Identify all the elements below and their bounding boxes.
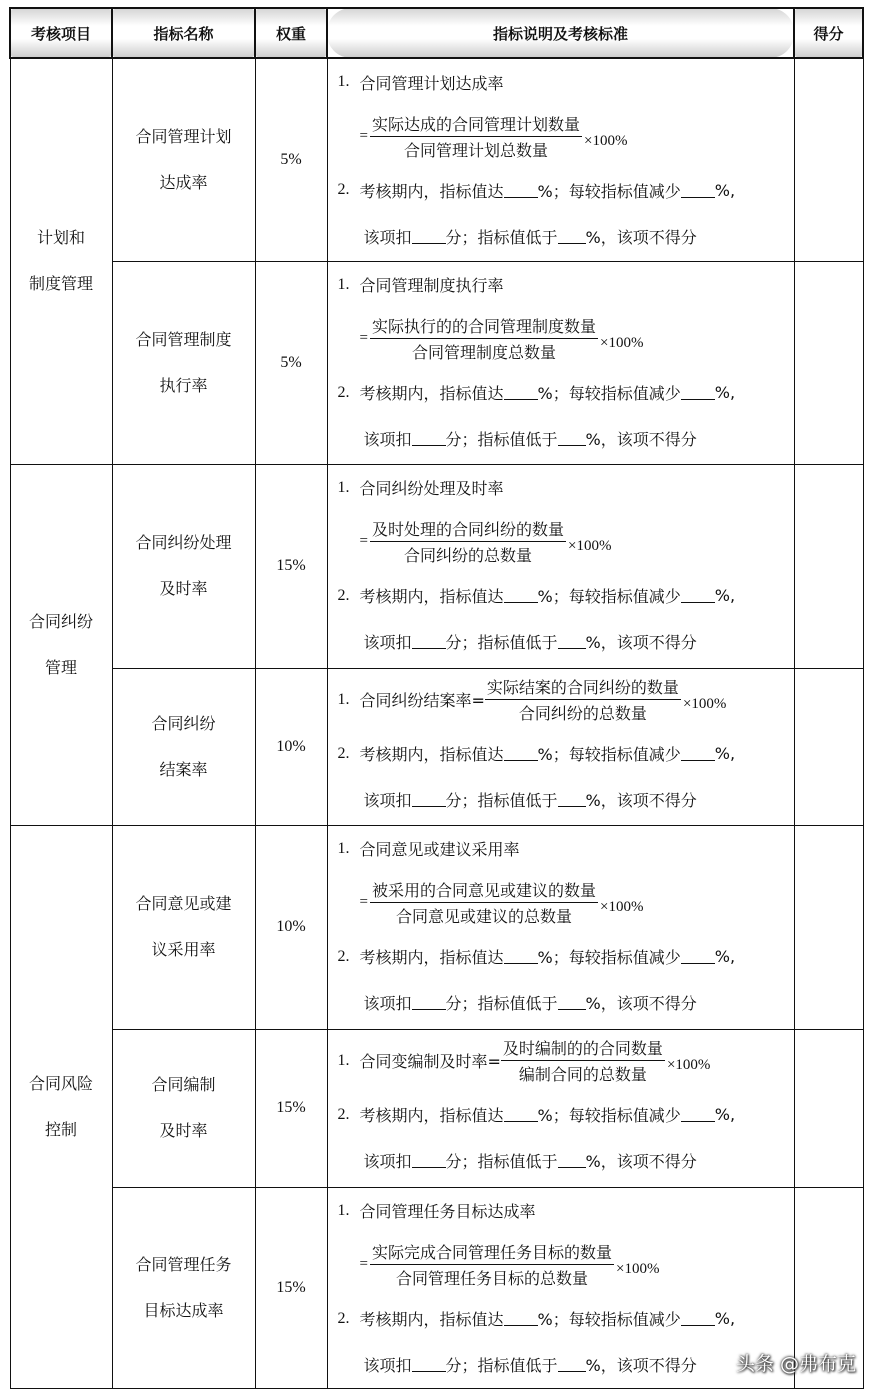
fill-blank [558,229,586,244]
formula-denominator: 合同管理任务目标的总数量 [395,1269,588,1288]
fill-blank [558,431,586,446]
item-number: 2. [337,586,350,604]
fill-blank [558,1153,586,1168]
formula-numerator: 被采用的合同意见或建议的数量 [370,878,598,903]
formula-title: 合同意见或建议采用率 [359,840,520,859]
criteria-text: %，该项不得分 [585,430,697,449]
item-number: 2. [337,181,350,198]
criteria-text: %, [714,383,736,402]
formula-numerator: 实际完成合同管理任务目标的数量 [370,1240,614,1265]
criteria-text: 该项扣 [363,791,412,810]
formula-equals: = [359,533,368,549]
formula-fraction [370,314,598,363]
formula-numerator: 及时处理的合同纠纷的数量 [370,517,566,542]
formula-fraction [370,1240,614,1289]
criteria-text: %, [714,1105,736,1124]
fill-blank [681,949,715,964]
header-weight: 权重 [255,8,327,58]
header-indicator: 指标名称 [112,8,255,58]
criteria-text: %，该项不得分 [585,633,697,652]
criteria-text: %；每较指标值减少 [537,587,681,606]
criteria-text: 考核期内，指标值达 [359,587,504,606]
fill-blank [681,183,715,198]
fill-blank [681,746,715,761]
formula-numerator: 实际达成的合同管理计划数量 [370,112,582,137]
formula-fraction [370,112,582,161]
item-number: 1. [337,690,350,708]
table-row [10,668,863,825]
formula-denominator: 合同管理制度总数量 [411,343,556,362]
table-row [10,825,863,1029]
item-number: 2. [337,1105,350,1123]
table-row [10,464,863,668]
formula-multiplier: ×100% [682,696,727,712]
fill-blank [412,634,446,649]
fill-blank [558,1357,586,1372]
fill-blank [504,1107,538,1122]
item-number: 2. [337,947,350,965]
criteria-text: %, [714,1309,736,1328]
score-cell[interactable] [794,261,863,464]
criteria-text: %, [714,947,736,966]
criteria-text: 分；指标值低于 [445,1152,558,1171]
weight-cell: 15% [255,464,327,668]
item-number: 1. [337,839,350,857]
indicator-name-cell [112,668,255,825]
fill-blank [558,792,586,807]
fill-blank [412,431,446,446]
indicator-name: 合同管理任务 目标达成率 [135,1254,232,1320]
indicator-name: 合同管理制度 执行率 [135,329,232,395]
criteria-text: %，该项不得分 [585,791,697,810]
indicator-name-cell [112,464,255,668]
indicator-name: 合同纠纷 结案率 [151,713,216,779]
fill-blank [504,183,538,198]
formula-denominator: 合同管理计划总数量 [403,140,548,160]
criteria-text: %, [714,586,736,605]
formula-title: 合同管理计划达成率 [359,73,504,93]
criteria-text: %；每较指标值减少 [537,181,681,201]
formula-denominator: 合同纠纷的总数量 [403,546,532,565]
category-label: 计划和 制度管理 [28,228,93,294]
fill-blank [504,746,538,761]
description-cell [327,825,794,1029]
formula-multiplier: ×100% [599,899,644,915]
weight-cell: 15% [255,1187,327,1388]
item-number: 2. [337,383,350,401]
criteria-text: %，该项不得分 [585,1152,697,1171]
formula-multiplier: ×100% [599,335,644,351]
formula-denominator: 合同意见或建议的总数量 [395,907,572,926]
criteria-text: %；每较指标值减少 [537,1106,681,1125]
formula-numerator: 实际执行的的合同管理制度数量 [370,314,598,339]
category-cell [10,464,112,825]
indicator-name-cell [112,261,255,464]
weight-cell: 5% [255,261,327,464]
fill-blank [681,1311,715,1326]
category-label: 合同纠纷 管理 [28,611,93,677]
category-cell [10,825,112,1388]
fill-blank [681,1107,715,1122]
formula-fraction [370,517,566,566]
header-row [10,8,863,58]
item-number: 1. [337,1201,350,1219]
criteria-text: 分；指标值低于 [445,1356,558,1375]
formula-equals: = [359,1256,368,1272]
formula-multiplier: ×100% [615,1261,660,1277]
fill-blank [681,588,715,603]
fill-blank [412,995,446,1010]
fill-blank [504,588,538,603]
fill-blank [412,1153,446,1168]
indicator-name: 合同编制 及时率 [151,1075,216,1140]
criteria-text: 该项扣 [363,227,412,247]
category-cell [10,58,112,464]
criteria-text: %；每较指标值减少 [537,384,681,403]
item-number: 2. [337,744,350,762]
indicator-name-cell [112,1029,255,1187]
criteria-text: 分；指标值低于 [445,430,558,449]
description-cell [327,58,794,261]
criteria-text: 考核期内，指标值达 [359,1310,504,1329]
fill-blank [681,385,715,400]
header-description: 指标说明及考核标准 [327,8,794,58]
indicator-name-cell [112,1187,255,1388]
formula-fraction [501,1036,665,1085]
criteria-text: %；每较指标值减少 [537,1310,681,1329]
table-row [10,261,863,464]
fill-blank [558,995,586,1010]
score-cell[interactable] [794,464,863,668]
formula-title: 合同纠纷结案率= [359,691,485,710]
criteria-text: 分；指标值低于 [445,633,558,652]
score-cell[interactable] [794,1029,863,1187]
weight-cell: 5% [255,58,327,261]
fill-blank [504,1311,538,1326]
formula-denominator: 编制合同的总数量 [518,1065,647,1084]
criteria-text: %，该项不得分 [585,1356,697,1375]
criteria-text: 分；指标值低于 [445,227,558,247]
criteria-text: 考核期内，指标值达 [359,948,504,967]
score-cell[interactable] [794,58,863,261]
criteria-text: 该项扣 [363,1356,412,1375]
indicator-name-cell [112,58,255,261]
formula-title: 合同管理制度执行率 [359,276,504,295]
formula-fraction [370,878,598,927]
table-row [10,1029,863,1187]
header-category: 考核项目 [10,8,112,58]
indicator-name: 合同纠纷处理 及时率 [135,533,232,598]
weight-cell: 10% [255,668,327,825]
formula-numerator: 实际结案的合同纠纷的数量 [485,675,681,700]
fill-blank [412,1357,446,1372]
item-number: 1. [337,478,350,496]
indicator-name: 合同管理计划 达成率 [135,126,232,192]
criteria-text: %；每较指标值减少 [537,745,681,764]
fill-blank [412,792,446,807]
item-number: 1. [337,1051,350,1069]
formula-title: 合同纠纷处理及时率 [359,479,504,498]
criteria-text: %, [714,180,736,200]
criteria-text: 该项扣 [363,430,412,449]
description-cell [327,1029,794,1187]
criteria-text: 考核期内，指标值达 [359,745,504,764]
score-cell[interactable] [794,668,863,825]
criteria-text: 考核期内，指标值达 [359,384,504,403]
table-row [10,58,863,261]
formula-fraction [485,675,681,724]
criteria-text: %, [714,744,736,763]
formula-multiplier: ×100% [583,132,628,149]
kpi-table [9,7,864,1389]
description-cell [327,464,794,668]
criteria-text: 考核期内，指标值达 [359,1106,504,1125]
indicator-name: 合同意见或建 议采用率 [135,894,232,959]
criteria-text: %，该项不得分 [585,994,697,1013]
criteria-text: 分；指标值低于 [445,994,558,1013]
fill-blank [504,949,538,964]
formula-equals: = [359,894,368,910]
score-cell[interactable] [794,825,863,1029]
formula-numerator: 及时编制的的合同数量 [501,1036,665,1061]
formula-denominator: 合同纠纷的总数量 [518,704,647,723]
indicator-name-cell [112,825,255,1029]
category-label: 合同风险 控制 [28,1073,93,1139]
weight-cell: 10% [255,825,327,1029]
description-cell [327,261,794,464]
formula-title: 合同管理任务目标达成率 [359,1202,536,1221]
criteria-text: 该项扣 [363,994,412,1013]
formula-title: 合同变编制及时率= [359,1052,501,1071]
formula-equals: = [359,330,368,346]
fill-blank [558,634,586,649]
item-number: 1. [337,275,350,293]
weight-cell: 15% [255,1029,327,1187]
fill-blank [412,229,446,244]
formula-multiplier: ×100% [666,1057,711,1073]
formula-equals: = [359,127,368,144]
criteria-text: 分；指标值低于 [445,791,558,810]
criteria-text: %，该项不得分 [585,227,697,247]
description-cell [327,1187,794,1388]
criteria-text: 考核期内，指标值达 [359,181,504,201]
criteria-text: 该项扣 [363,633,412,652]
criteria-text: %；每较指标值减少 [537,948,681,967]
criteria-text: 该项扣 [363,1152,412,1171]
item-number: 2. [337,1309,350,1327]
watermark: 头条 @弗布克 [735,1353,856,1375]
formula-multiplier: ×100% [567,538,612,554]
fill-blank [504,385,538,400]
item-number: 1. [337,73,350,90]
header-score: 得分 [794,8,863,58]
description-cell [327,668,794,825]
